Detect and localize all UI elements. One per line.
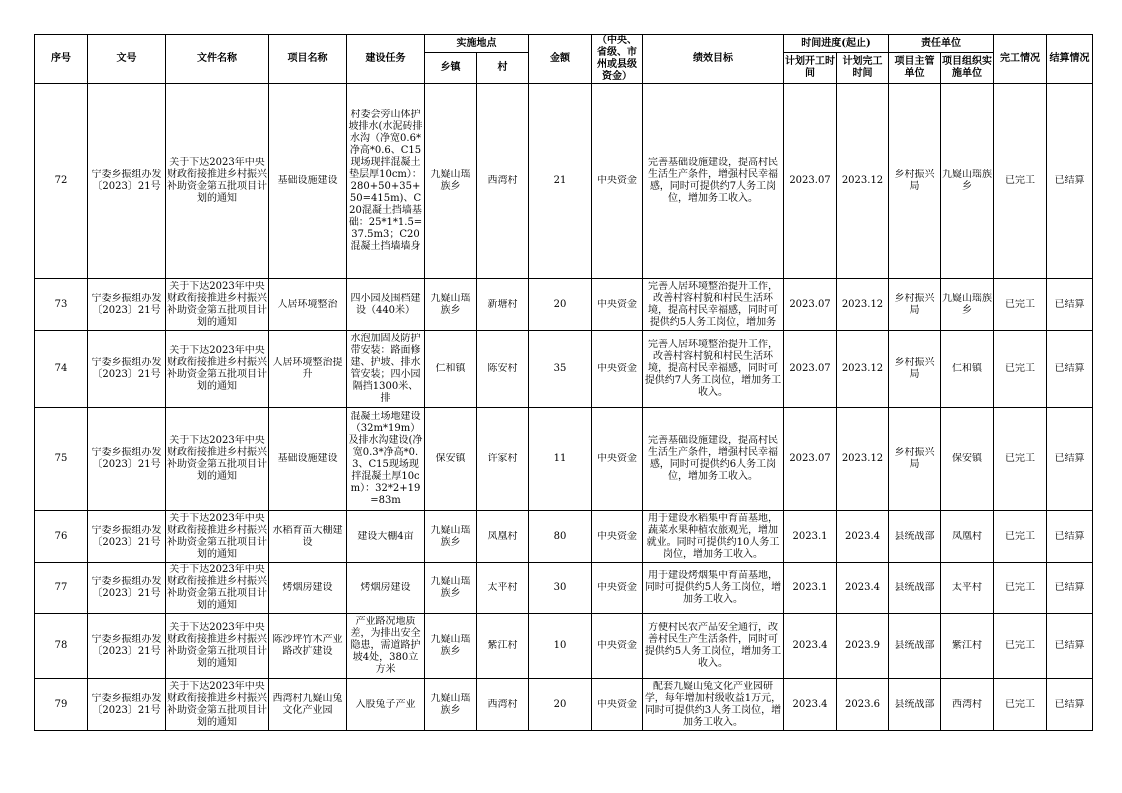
project-name-text: 基础设施建设 bbox=[277, 453, 338, 464]
cell-completion bbox=[994, 679, 1047, 731]
cell-performance bbox=[643, 511, 784, 563]
plan-start-text: 2023.07 bbox=[789, 453, 831, 464]
project-name-text: 水稻育苗大棚建设 bbox=[272, 524, 343, 548]
cell-town bbox=[425, 331, 477, 408]
cell-plan-start bbox=[784, 679, 837, 731]
performance-text: 方便村民农产品安全通行，改善村民生产生活条件，同时可提供约5人务工岗位，增加务工收入。 bbox=[644, 622, 782, 669]
settlement-text: 已结算 bbox=[1054, 698, 1085, 710]
cell-doc-name bbox=[166, 563, 269, 614]
cell-task bbox=[347, 279, 425, 331]
amount-text: 10 bbox=[553, 640, 567, 651]
amount-text: 11 bbox=[553, 453, 567, 464]
performance-text: 完善基础设施建设，提高村民生活生产条件，增强村民幸福感，同时可提供约6人务工岗位，增加务工收入。 bbox=[648, 435, 778, 482]
village-text: 紫江村 bbox=[487, 640, 518, 651]
performance-text: 配套九嶷山兔文化产业园研学，每年增加村级收益1万元，同时可提供约3人务工岗位，增加务工收入。 bbox=[644, 680, 782, 728]
cell-resp-impl bbox=[941, 679, 994, 731]
doc-name-text: 关于下达2023年中央财政衔接推进乡村振兴补助资金第五批项目计划的通知 bbox=[167, 564, 267, 611]
cell-performance bbox=[643, 408, 784, 511]
cell-doc-name bbox=[166, 679, 269, 731]
plan-start-text: 2023.1 bbox=[792, 530, 828, 542]
village-text: 新塘村 bbox=[487, 298, 518, 310]
doc-no-text: 宁委乡振组办发〔2023〕21号 bbox=[91, 524, 162, 548]
fund-text: 中央资金 bbox=[597, 640, 637, 651]
cell-seq bbox=[35, 614, 88, 679]
resp-impl-text: 凤凰村 bbox=[952, 530, 982, 542]
cell-plan-end bbox=[837, 84, 889, 279]
cell-doc-no bbox=[88, 279, 166, 331]
task-text: 建设大棚4亩 bbox=[357, 530, 414, 542]
cell-resp-main bbox=[889, 679, 941, 731]
completion-text: 已完工 bbox=[1005, 530, 1035, 542]
cell-town bbox=[425, 614, 477, 679]
cell-settlement bbox=[1047, 511, 1093, 563]
table-row bbox=[35, 679, 1093, 731]
plan-start-text: 2023.4 bbox=[792, 698, 828, 710]
project-name-text: 人居环境整治 bbox=[277, 298, 338, 310]
cell-completion bbox=[994, 84, 1047, 279]
amount-text: 80 bbox=[553, 530, 567, 542]
cell-amount bbox=[529, 563, 592, 614]
table-row bbox=[35, 279, 1093, 331]
table-row bbox=[35, 614, 1093, 679]
settlement-text: 已结算 bbox=[1054, 175, 1085, 186]
plan-start-text: 2023.4 bbox=[792, 640, 828, 651]
performance-text: 完善人居环境整治提升工作，改善村容村貌和村民生活环境，提高村民幸福感，同时可提供约7人务工岗位，增加务工收入。 bbox=[644, 339, 782, 398]
plan-end-text: 2023.9 bbox=[845, 640, 880, 651]
cell-plan-start bbox=[784, 563, 837, 614]
village-text: 陈安村 bbox=[487, 363, 518, 374]
cell-resp-main bbox=[889, 614, 941, 679]
village-text: 太平村 bbox=[487, 582, 518, 593]
seq-text: 72 bbox=[54, 175, 68, 186]
header-plan-start: 计划开工时间 bbox=[784, 53, 837, 84]
seq-text: 74 bbox=[54, 363, 68, 374]
cell-plan-end bbox=[837, 679, 889, 731]
completion-text: 已完工 bbox=[1005, 582, 1035, 593]
cell-settlement bbox=[1047, 331, 1093, 408]
table-row bbox=[35, 84, 1093, 279]
doc-no-text: 宁委乡振组办发〔2023〕21号 bbox=[91, 169, 162, 192]
plan-end-text: 2023.6 bbox=[845, 698, 880, 710]
cell-task bbox=[347, 511, 425, 563]
cell-task bbox=[347, 563, 425, 614]
cell-seq bbox=[35, 511, 88, 563]
cell-seq bbox=[35, 679, 88, 731]
amount-text: 30 bbox=[553, 582, 567, 593]
cell-completion bbox=[994, 279, 1047, 331]
cell-fund bbox=[592, 614, 643, 679]
completion-text: 已完工 bbox=[1005, 698, 1035, 710]
cell-settlement bbox=[1047, 408, 1093, 511]
cell-town bbox=[425, 84, 477, 279]
doc-name-text: 关于下达2023年中央财政衔接推进乡村振兴补助资金第五批项目计划的通知 bbox=[167, 280, 267, 328]
cell-project-name bbox=[269, 614, 347, 679]
cell-resp-impl bbox=[941, 563, 994, 614]
cell-resp-impl bbox=[941, 84, 994, 279]
header-town: 乡镇 bbox=[425, 53, 477, 84]
settlement-text: 已结算 bbox=[1054, 298, 1085, 310]
cell-doc-name bbox=[166, 511, 269, 563]
project-table bbox=[34, 34, 1093, 731]
cell-project-name bbox=[269, 279, 347, 331]
header-amount: 金额 bbox=[529, 35, 592, 84]
village-text: 凤凰村 bbox=[487, 530, 518, 542]
plan-end-text: 2023.12 bbox=[841, 175, 884, 186]
cell-settlement bbox=[1047, 679, 1093, 731]
cell-village bbox=[477, 408, 529, 511]
resp-impl-text: 九嶷山瑶族乡 bbox=[942, 292, 992, 316]
cell-completion bbox=[994, 408, 1047, 511]
table-row bbox=[35, 511, 1093, 563]
project-name-text: 基础设施建设 bbox=[277, 175, 338, 186]
cell-performance bbox=[643, 279, 784, 331]
cell-project-name bbox=[269, 679, 347, 731]
cell-resp-main bbox=[889, 563, 941, 614]
town-text: 仁和镇 bbox=[435, 363, 466, 374]
cell-amount bbox=[529, 679, 592, 731]
cell-town bbox=[425, 679, 477, 731]
settlement-text: 已结算 bbox=[1054, 530, 1085, 542]
performance-text: 用于建设烤烟集中育苗基地，同时可提供约5人务工岗位，增加务工收入。 bbox=[644, 570, 782, 605]
plan-end-text: 2023.4 bbox=[845, 582, 880, 593]
cell-village bbox=[477, 614, 529, 679]
doc-name-text: 关于下达2023年中央财政衔接推进乡村振兴补助资金第五批项目计划的通知 bbox=[167, 345, 267, 392]
cell-seq bbox=[35, 563, 88, 614]
doc-no-text: 宁委乡振组办发〔2023〕21号 bbox=[91, 634, 162, 657]
resp-impl-text: 紫江村 bbox=[952, 640, 982, 651]
cell-project-name bbox=[269, 408, 347, 511]
project-name-text: 烤烟房建设 bbox=[282, 582, 333, 593]
cell-amount bbox=[529, 408, 592, 511]
resp-main-text: 县统战部 bbox=[894, 530, 935, 542]
settlement-text: 已结算 bbox=[1054, 363, 1085, 374]
header-settlement: 结算情况 bbox=[1047, 35, 1093, 84]
seq-text: 73 bbox=[54, 298, 68, 310]
cell-seq bbox=[35, 279, 88, 331]
completion-text: 已完工 bbox=[1005, 640, 1035, 651]
task-text: 村委会旁山体护坡排水(水泥砖排水沟（净宽0.6*净高*0.6、C15现场现拌混凝土垫层厚10cm）：280+50+35+50=415m)、C20混凝土挡墙基础：25*1*1.5=37.5m3；C20混凝土挡墙墙身 bbox=[348, 109, 423, 252]
cell-project-name bbox=[269, 331, 347, 408]
task-text: 入股兔子产业 bbox=[355, 698, 416, 710]
cell-amount bbox=[529, 331, 592, 408]
project-name-text: 西湾村九嶷山兔文化产业园 bbox=[272, 692, 343, 716]
fund-text: 中央资金 bbox=[597, 298, 637, 310]
header-fund-source: （中央、省级、市州或县级资金） bbox=[592, 35, 643, 84]
header-plan-end: 计划完工时间 bbox=[837, 53, 889, 84]
doc-no-text: 宁委乡振组办发〔2023〕21号 bbox=[91, 292, 162, 316]
cell-task bbox=[347, 84, 425, 279]
cell-settlement bbox=[1047, 279, 1093, 331]
cell-resp-main bbox=[889, 511, 941, 563]
plan-start-text: 2023.07 bbox=[789, 298, 831, 310]
cell-performance bbox=[643, 331, 784, 408]
cell-doc-no bbox=[88, 614, 166, 679]
table-row bbox=[35, 331, 1093, 408]
village-text: 西湾村 bbox=[487, 175, 518, 186]
cell-fund bbox=[592, 331, 643, 408]
cell-village bbox=[477, 279, 529, 331]
cell-amount bbox=[529, 511, 592, 563]
cell-completion bbox=[994, 563, 1047, 614]
cell-fund bbox=[592, 279, 643, 331]
plan-end-text: 2023.4 bbox=[845, 530, 880, 542]
cell-doc-name bbox=[166, 279, 269, 331]
cell-doc-no bbox=[88, 563, 166, 614]
cell-performance bbox=[643, 84, 784, 279]
header-resp-main: 项目主管单位 bbox=[889, 53, 941, 84]
task-text: 水泡加固及防护带安装：路面修建、护坡、排水管安装；四小园隔挡1300米、排 bbox=[350, 333, 421, 404]
settlement-text: 已结算 bbox=[1054, 453, 1085, 464]
task-text: 四小园及围档建设（440米） bbox=[350, 292, 421, 316]
cell-fund bbox=[592, 84, 643, 279]
cell-plan-end bbox=[837, 511, 889, 563]
table-body bbox=[35, 84, 1093, 731]
cell-plan-start bbox=[784, 331, 837, 408]
cell-village bbox=[477, 679, 529, 731]
town-text: 九嶷山瑶族乡 bbox=[430, 576, 471, 599]
cell-plan-end bbox=[837, 408, 889, 511]
header-doc-name: 文件名称 bbox=[166, 35, 269, 84]
doc-no-text: 宁委乡振组办发〔2023〕21号 bbox=[91, 692, 162, 716]
cell-project-name bbox=[269, 84, 347, 279]
town-text: 九嶷山瑶族乡 bbox=[430, 692, 471, 716]
cell-doc-no bbox=[88, 331, 166, 408]
resp-impl-text: 保安镇 bbox=[952, 453, 982, 464]
resp-impl-text: 太平村 bbox=[952, 582, 982, 593]
cell-plan-end bbox=[837, 614, 889, 679]
plan-end-text: 2023.12 bbox=[841, 453, 884, 464]
fund-text: 中央资金 bbox=[597, 453, 637, 464]
cell-doc-name bbox=[166, 614, 269, 679]
town-text: 九嶷山瑶族乡 bbox=[430, 169, 471, 192]
cell-village bbox=[477, 511, 529, 563]
performance-text: 用于建设水稻集中育苗基地，蔬菜水果种植农旅观光，增加就业。同时可提供约10人务工岗位，增加务工收入。 bbox=[646, 512, 780, 560]
resp-main-text: 县统战部 bbox=[894, 698, 935, 710]
seq-text: 78 bbox=[54, 640, 68, 651]
fund-text: 中央资金 bbox=[597, 363, 637, 374]
plan-start-text: 2023.07 bbox=[789, 363, 831, 374]
header-project-name: 项目名称 bbox=[269, 35, 347, 84]
cell-town bbox=[425, 408, 477, 511]
fund-text: 中央资金 bbox=[597, 582, 637, 593]
completion-text: 已完工 bbox=[1005, 363, 1035, 374]
resp-main-text: 县统战部 bbox=[894, 582, 935, 593]
seq-text: 77 bbox=[54, 582, 68, 593]
cell-performance bbox=[643, 679, 784, 731]
fund-text: 中央资金 bbox=[597, 530, 637, 542]
doc-name-text: 关于下达2023年中央财政衔接推进乡村振兴补助资金第五批项目计划的通知 bbox=[167, 622, 267, 669]
cell-fund bbox=[592, 679, 643, 731]
cell-doc-no bbox=[88, 408, 166, 511]
task-text: 混凝土场地建设（32m*19m）及排水沟建设(净宽0.3*净高*0.3、C15现场现拌混凝土厚10cm）：32*2+19=83m bbox=[348, 411, 423, 506]
resp-main-text: 乡村振兴局 bbox=[894, 169, 935, 192]
cell-resp-impl bbox=[941, 279, 994, 331]
cell-plan-start bbox=[784, 408, 837, 511]
cell-task bbox=[347, 408, 425, 511]
cell-completion bbox=[994, 511, 1047, 563]
doc-name-text: 关于下达2023年中央财政衔接推进乡村振兴补助资金第五批项目计划的通知 bbox=[167, 157, 267, 204]
cell-seq bbox=[35, 331, 88, 408]
cell-resp-impl bbox=[941, 331, 994, 408]
cell-amount bbox=[529, 84, 592, 279]
settlement-text: 已结算 bbox=[1054, 582, 1085, 593]
amount-text: 20 bbox=[553, 298, 567, 310]
doc-name-text: 关于下达2023年中央财政衔接推进乡村振兴补助资金第五批项目计划的通知 bbox=[167, 680, 267, 728]
village-text: 西湾村 bbox=[487, 698, 518, 710]
town-text: 九嶷山瑶族乡 bbox=[430, 634, 471, 657]
plan-end-text: 2023.12 bbox=[841, 363, 884, 374]
doc-no-text: 宁委乡振组办发〔2023〕21号 bbox=[91, 447, 162, 470]
cell-fund bbox=[592, 563, 643, 614]
project-name-text: 陈沙坪竹木产业路改扩建设 bbox=[272, 634, 343, 657]
cell-plan-end bbox=[837, 563, 889, 614]
resp-impl-text: 西湾村 bbox=[952, 698, 982, 710]
plan-start-text: 2023.1 bbox=[792, 582, 828, 593]
cell-project-name bbox=[269, 511, 347, 563]
cell-completion bbox=[994, 331, 1047, 408]
village-text: 许家村 bbox=[487, 453, 518, 464]
seq-text: 75 bbox=[54, 453, 68, 464]
task-text: 烤烟房建设 bbox=[360, 582, 411, 593]
plan-end-text: 2023.12 bbox=[841, 298, 884, 310]
cell-amount bbox=[529, 614, 592, 679]
cell-project-name bbox=[269, 563, 347, 614]
header-seq: 序号 bbox=[35, 35, 88, 84]
header-completion: 完工情况 bbox=[994, 35, 1047, 84]
cell-plan-start bbox=[784, 279, 837, 331]
cell-task bbox=[347, 679, 425, 731]
cell-village bbox=[477, 563, 529, 614]
cell-resp-main bbox=[889, 408, 941, 511]
table-row bbox=[35, 563, 1093, 614]
doc-name-text: 关于下达2023年中央财政衔接推进乡村振兴补助资金第五批项目计划的通知 bbox=[167, 435, 267, 482]
plan-start-text: 2023.07 bbox=[789, 175, 831, 186]
cell-settlement bbox=[1047, 563, 1093, 614]
header-task: 建设任务 bbox=[347, 35, 425, 84]
town-text: 九嶷山瑶族乡 bbox=[430, 524, 471, 548]
seq-text: 79 bbox=[54, 698, 68, 710]
cell-performance bbox=[643, 563, 784, 614]
resp-main-text: 县统战部 bbox=[894, 640, 935, 651]
cell-town bbox=[425, 279, 477, 331]
town-text: 保安镇 bbox=[435, 453, 466, 464]
cell-doc-name bbox=[166, 408, 269, 511]
performance-text: 完善人居环境整治提升工作，改善村容村貌和村民生活环境，提高村民幸福感，同时可提供约5人务工岗位，增加务 bbox=[648, 280, 778, 328]
doc-no-text: 宁委乡振组办发〔2023〕21号 bbox=[91, 357, 162, 380]
cell-seq bbox=[35, 408, 88, 511]
cell-resp-main bbox=[889, 84, 941, 279]
cell-doc-no bbox=[88, 679, 166, 731]
completion-text: 已完工 bbox=[1005, 298, 1035, 310]
task-text: 产业路况地质差，为排出安全隐患，需道路护坡4处，380立方米 bbox=[350, 616, 421, 675]
project-name-text: 人居环境整治提升 bbox=[272, 357, 343, 380]
cell-fund bbox=[592, 511, 643, 563]
header-schedule: 时间进度(起止) bbox=[784, 35, 889, 53]
header-doc-no: 文号 bbox=[88, 35, 166, 84]
cell-resp-impl bbox=[941, 614, 994, 679]
cell-completion bbox=[994, 614, 1047, 679]
amount-text: 35 bbox=[553, 363, 567, 374]
header-village: 村 bbox=[477, 53, 529, 84]
cell-task bbox=[347, 614, 425, 679]
cell-resp-impl bbox=[941, 408, 994, 511]
resp-impl-text: 九嶷山瑶族乡 bbox=[942, 169, 992, 192]
resp-main-text: 乡村振兴局 bbox=[894, 357, 935, 380]
cell-performance bbox=[643, 614, 784, 679]
cell-settlement bbox=[1047, 614, 1093, 679]
cell-doc-no bbox=[88, 511, 166, 563]
cell-plan-start bbox=[784, 614, 837, 679]
completion-text: 已完工 bbox=[1005, 453, 1035, 464]
settlement-text: 已结算 bbox=[1054, 640, 1085, 651]
amount-text: 20 bbox=[553, 698, 567, 710]
cell-plan-start bbox=[784, 511, 837, 563]
cell-fund bbox=[592, 408, 643, 511]
fund-text: 中央资金 bbox=[597, 175, 637, 186]
table-row bbox=[35, 408, 1093, 511]
cell-plan-start bbox=[784, 84, 837, 279]
cell-resp-impl bbox=[941, 511, 994, 563]
header-location: 实施地点 bbox=[425, 35, 529, 53]
cell-town bbox=[425, 511, 477, 563]
cell-resp-main bbox=[889, 279, 941, 331]
doc-no-text: 宁委乡振组办发〔2023〕21号 bbox=[91, 576, 162, 599]
header-resp: 责任单位 bbox=[889, 35, 994, 53]
cell-task bbox=[347, 331, 425, 408]
town-text: 九嶷山瑶族乡 bbox=[430, 292, 471, 316]
header-performance: 绩效目标 bbox=[643, 35, 784, 84]
seq-text: 76 bbox=[54, 530, 68, 542]
cell-doc-name bbox=[166, 331, 269, 408]
cell-village bbox=[477, 331, 529, 408]
cell-plan-end bbox=[837, 279, 889, 331]
performance-text: 完善基础设施建设，提高村民生活生产条件，增强村民幸福感，同时可提供约7人务工岗位，增加务工收入。 bbox=[648, 157, 778, 204]
cell-resp-main bbox=[889, 331, 941, 408]
resp-impl-text: 仁和镇 bbox=[952, 363, 982, 374]
cell-amount bbox=[529, 279, 592, 331]
cell-seq bbox=[35, 84, 88, 279]
cell-doc-name bbox=[166, 84, 269, 279]
resp-main-text: 乡村振兴局 bbox=[894, 292, 935, 316]
amount-text: 21 bbox=[553, 175, 567, 186]
resp-main-text: 乡村振兴局 bbox=[894, 447, 935, 470]
header-resp-impl: 项目组织实施单位 bbox=[941, 53, 994, 84]
cell-doc-no bbox=[88, 84, 166, 279]
cell-settlement bbox=[1047, 84, 1093, 279]
fund-text: 中央资金 bbox=[597, 698, 637, 710]
cell-village bbox=[477, 84, 529, 279]
doc-name-text: 关于下达2023年中央财政衔接推进乡村振兴补助资金第五批项目计划的通知 bbox=[167, 512, 267, 560]
cell-town bbox=[425, 563, 477, 614]
completion-text: 已完工 bbox=[1005, 175, 1035, 186]
cell-plan-end bbox=[837, 331, 889, 408]
